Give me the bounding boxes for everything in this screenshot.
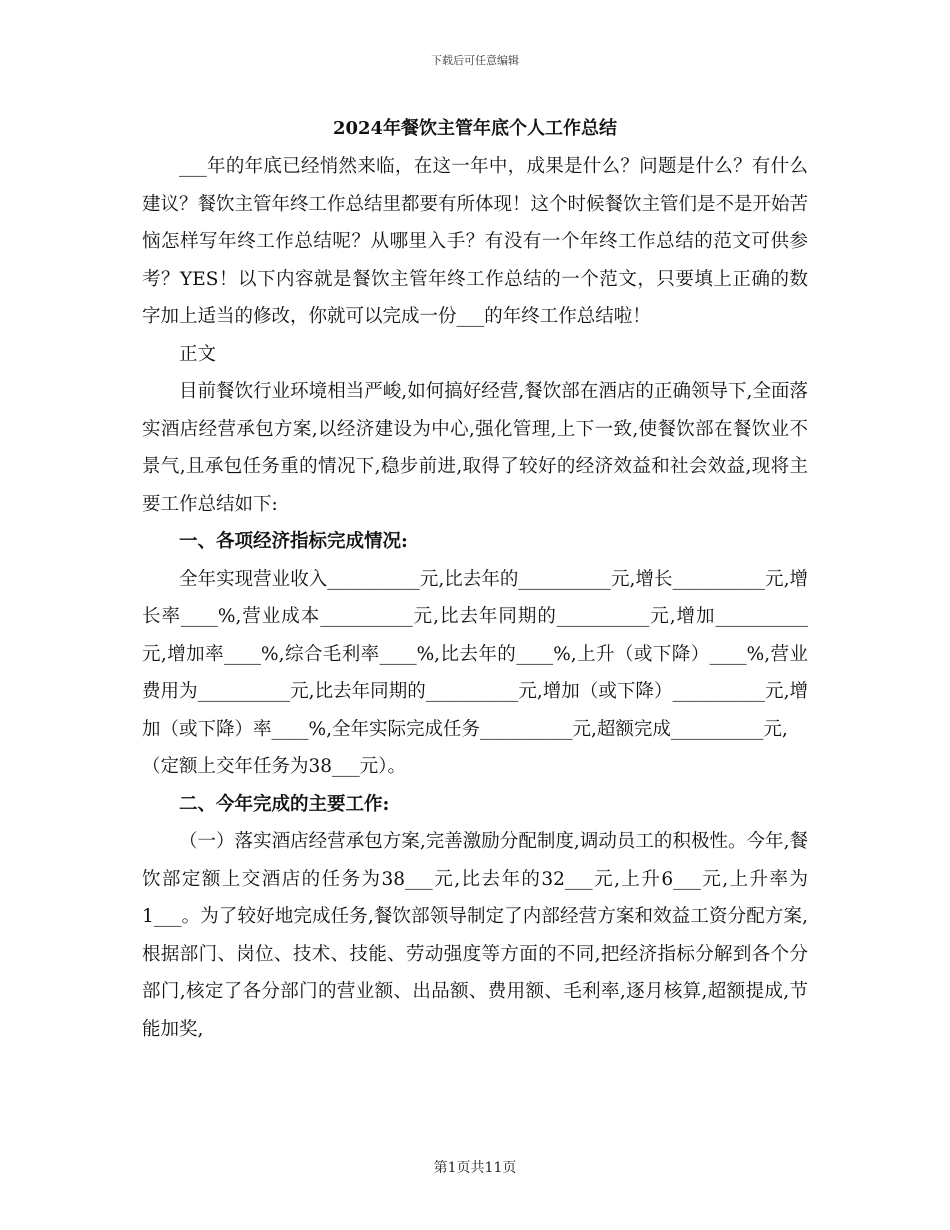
section-2-heading: 二、今年完成的主要工作:	[179, 793, 390, 815]
section-2-paragraph: （一）落实酒店经营承包方案,完善激励分配制度,调动员工的积极性。今年,餐饮部定额上交酒店的任务为38___元,比去年的32___元,上升6___元,上升率为1___。为了较好地完成任务,餐饮部领导制定了内部经营方案和效益工资分配方案,根据部门、岗位、技术、技能、劳动强度等方面的不同,把经济指标分解到各个分部门,核定了各分部门的营业额、出品额、费用额、毛利率,逐月核算,超额提成,节能加奖,	[142, 831, 808, 1040]
page-number: 第1页共11页	[433, 1160, 517, 1176]
main-text-label: 正文	[179, 343, 217, 365]
document-title: 2024年餐饮主管年底个人工作总结	[332, 118, 618, 139]
overview-paragraph: 目前餐饮行业环境相当严峻,如何搞好经营,餐饮部在酒店的正确领导下,全面落实酒店经营承包方案,以经济建设为中心,强化管理,上下一致,使餐饮部在餐饮业不景气,且承包任务重的情况下,稳步前进,取得了较好的经济效益和社会效益,现将主要工作总结如下:	[142, 381, 808, 515]
section-1-heading: 一、各项经济指标完成情况:	[179, 531, 408, 552]
header-note: 下载后可任意编辑	[431, 54, 519, 67]
section-1-paragraph: 全年实现营业收入__________元,比去年的__________元,增长__________元,增长率____%,营业成本__________元,比去年同期的__________元,增加__________元,增加率____%,综合毛利率____%,比去年的____%,上升（或下降）____%,营业费用为__________元,比去年同期的__________元,增加（或下降）__________元,增加（或下降）率____%,全年实际完成任务__________元,超额完成__________元,	[142, 568, 808, 740]
intro-paragraph: ___年的年底已经悄然来临，在这一年中，成果是什么？问题是什么？有什么建议？餐饮主管年终工作总结里都要有所体现！这个时候餐饮主管们是不是开始苦恼怎样写年终工作总结呢？从哪里入手？有没有一个年终工作总结的范文可供参考？YES！以下内容就是餐饮主管年终工作总结的一个范文，只要填上正确的数字加上适当的修改，你就可以完成一份___的年终工作总结啦！	[142, 156, 809, 327]
section-1-note: （定额上交年任务为38___元）。	[142, 756, 407, 777]
document-body	[142, 148, 808, 1048]
